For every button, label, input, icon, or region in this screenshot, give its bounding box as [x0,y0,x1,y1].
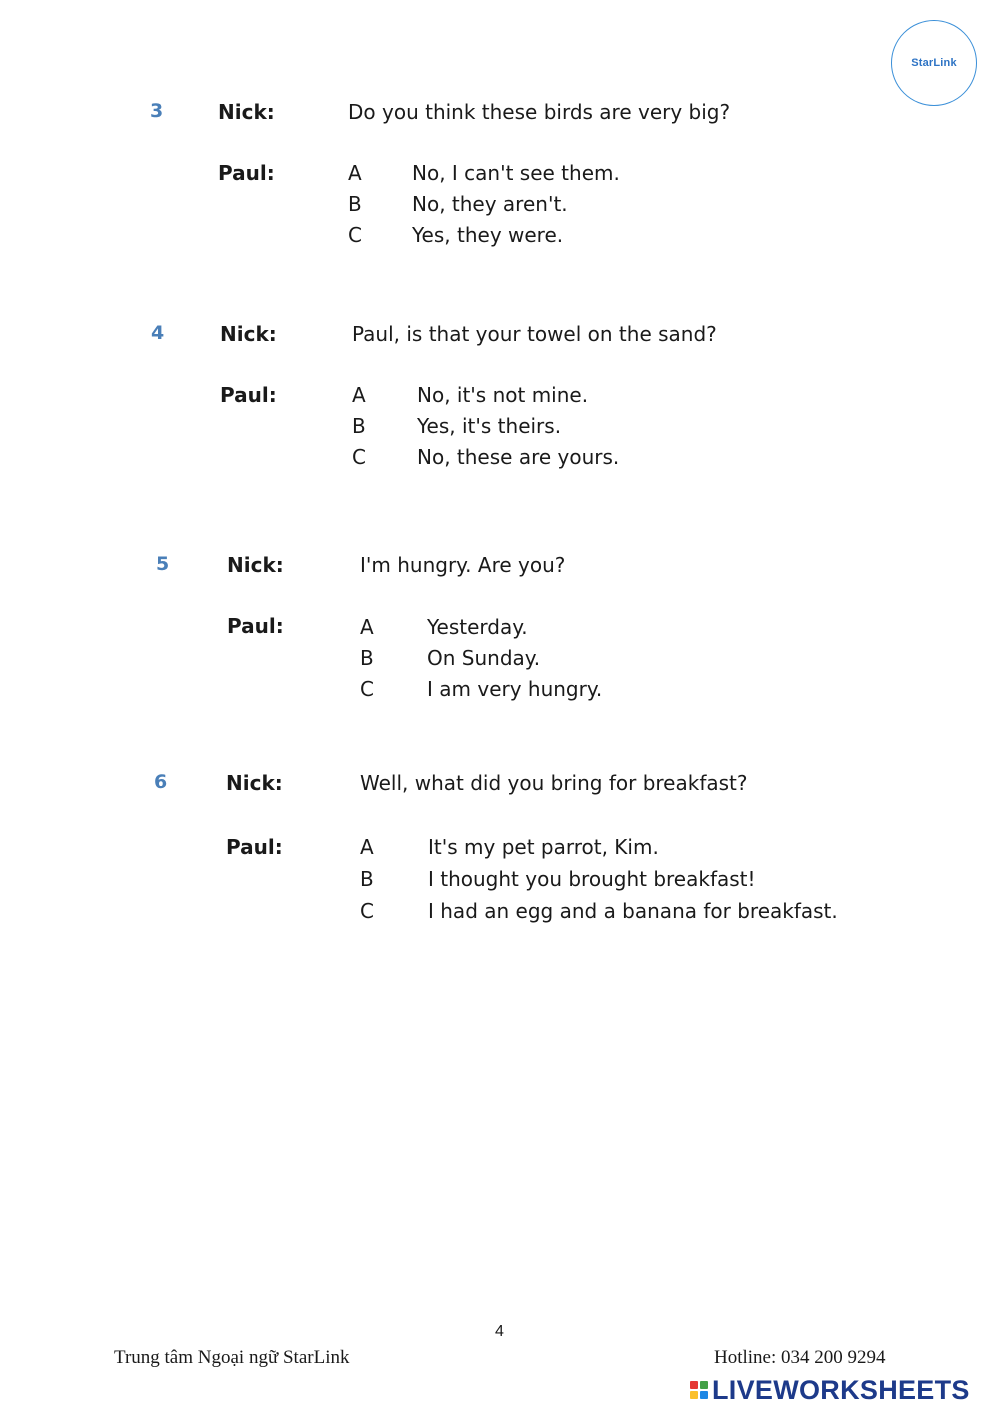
option-text-a: Yesterday. [427,615,528,639]
speaker-paul: Paul: [226,835,283,859]
option-letter-a: A [360,835,374,859]
question-prompt: I'm hungry. Are you? [360,553,566,577]
option-letter-c: C [348,223,362,247]
option-letter-a: A [360,615,374,639]
option-letter-b: B [348,192,362,216]
speaker-nick: Nick: [227,553,284,577]
option-letter-a: A [352,383,366,407]
question-prompt: Well, what did you bring for breakfast? [360,771,748,795]
question-number: 3 [150,100,164,122]
option-letter-c: C [360,677,374,701]
option-text-b: Yes, it's theirs. [417,414,562,438]
speaker-paul: Paul: [227,614,284,638]
option-text-b: On Sunday. [427,646,541,670]
speaker-paul: Paul: [218,161,275,185]
logo-text: StarLink [911,57,957,69]
logo-square [690,1381,698,1389]
option-letter-c: C [360,899,374,923]
logo-square [700,1381,708,1389]
option-text-a: No, I can't see them. [412,161,620,185]
option-text-c: I am very hungry. [427,677,603,701]
question-number: 4 [151,322,165,344]
question-number: 6 [154,771,168,793]
option-letter-a: A [348,161,362,185]
option-text-c: No, these are yours. [417,445,620,469]
liveworksheets-logo-icon [690,1381,708,1399]
question-4 [151,322,951,492]
speaker-nick: Nick: [226,771,283,795]
option-letter-b: B [352,414,366,438]
option-letter-b: B [360,646,374,670]
option-text-c: Yes, they were. [412,223,564,247]
option-text-b: No, they aren't. [412,192,568,216]
footer-center-name: Trung tâm Ngoại ngữ StarLink [114,1347,350,1368]
option-text-b: I thought you brought breakfast! [428,867,756,891]
speaker-nick: Nick: [220,322,277,346]
logo-square [690,1391,698,1399]
logo-square [700,1391,708,1399]
option-text-a: It's my pet parrot, Kim. [428,835,659,859]
question-number: 5 [156,553,170,575]
speaker-nick: Nick: [218,100,275,124]
footer-hotline: Hotline: 034 200 9294 [714,1347,886,1368]
question-3 [150,100,950,270]
question-5 [156,553,956,723]
question-prompt: Paul, is that your towel on the sand? [352,322,717,346]
option-text-a: No, it's not mine. [417,383,589,407]
option-text-c: I had an egg and a banana for breakfast. [428,899,838,923]
option-letter-b: B [360,867,374,891]
page-number: 4 [495,1323,504,1340]
starlink-logo [891,20,977,106]
question-6 [154,771,954,941]
liveworksheets-wordmark: LIVEWORKSHEETS [712,1374,970,1405]
question-prompt: Do you think these birds are very big? [348,100,731,124]
liveworksheets-brand [690,1374,970,1406]
speaker-paul: Paul: [220,383,277,407]
option-letter-c: C [352,445,366,469]
